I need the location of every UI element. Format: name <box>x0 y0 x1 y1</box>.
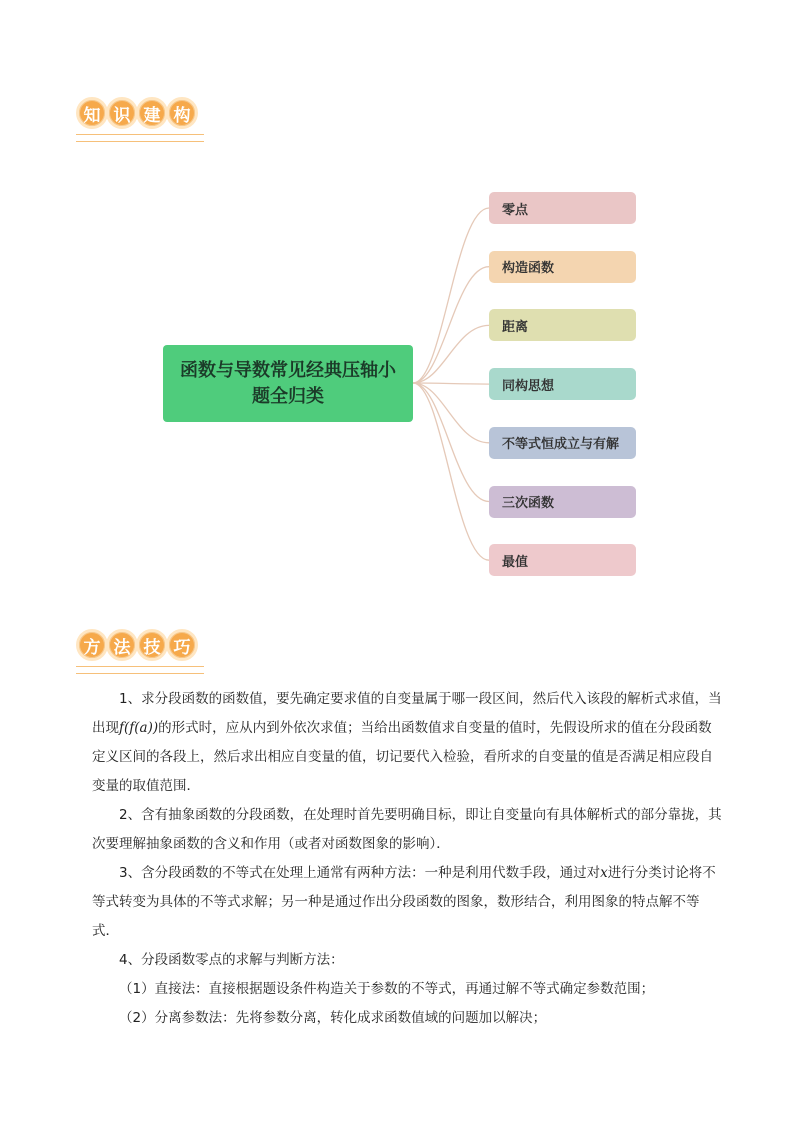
mindmap-connector <box>413 383 489 560</box>
mindmap-node: 构造函数 <box>489 251 636 283</box>
badge-char: 技 <box>136 629 168 661</box>
mindmap-connector <box>413 383 489 384</box>
badge-char: 方 <box>76 629 108 661</box>
paragraph-2: 2、含有抽象函数的分段函数，在处理时首先要明确目标，即让自变量向有具体解析式的部分靠拢，其次要理解抽象函数的含义和作用（或者对函数图象的影响）． <box>92 807 722 852</box>
list-item-1: （1）直接法：直接根据题设条件构造关于参数的不等式，再通过解不等式确定参数范围； <box>119 981 655 997</box>
badge-char: 法 <box>106 629 138 661</box>
paragraph-4: 4、分段函数零点的求解与判断方法： <box>119 952 344 968</box>
mindmap-connector <box>413 267 489 383</box>
badge-char: 构 <box>166 97 198 129</box>
badge-char: 巧 <box>166 629 198 661</box>
paragraph-3: 3、含分段函数的不等式在处理上通常有两种方法：一种是利用代数手段，通过对x进行分类讨论将不等式转变为具体的不等式求解；另一种是通过作出分段函数的图象，数形结合，利用图象的特点解不等式． <box>92 865 716 939</box>
mindmap-node: 不等式恒成立与有解 <box>489 427 636 459</box>
mindmap-root-label: 函数与导数常见经典压轴小题全归类 <box>180 359 396 407</box>
mindmap-node: 三次函数 <box>489 486 636 518</box>
badge-char: 建 <box>136 97 168 129</box>
mindmap-root <box>163 345 413 422</box>
mindmap-node: 同构思想 <box>489 368 636 400</box>
list-item-2: （2）分离参数法：先将参数分离，转化成求函数值域的问题加以解决； <box>119 1010 547 1026</box>
section-badge-methods <box>76 629 196 661</box>
method-text <box>92 685 722 1033</box>
badge-underline <box>76 666 204 674</box>
mindmap-node: 距离 <box>489 309 636 341</box>
badge-char: 识 <box>106 97 138 129</box>
paragraph-1: 1、求分段函数的函数值，要先确定要求值的自变量属于哪一段区间，然后代入该段的解析式求值，当出现f(f(a))的形式时，应从内到外依次求值；当给出函数值求自变量的值时，先假设所求的值在分段函数定义区间的各段上，然后求出相应自变量的值，切记要代入检验，看所求的自变量的值是否满足相应段自变量的取值范围． <box>92 691 722 794</box>
math-expression: f(f(a)) <box>119 720 159 736</box>
mindmap-node: 最值 <box>489 544 636 576</box>
mindmap-connector <box>413 208 489 383</box>
math-variable: x <box>600 865 608 881</box>
mindmap-connector <box>413 383 489 502</box>
mindmap-node: 零点 <box>489 192 636 224</box>
badge-char: 知 <box>76 97 108 129</box>
